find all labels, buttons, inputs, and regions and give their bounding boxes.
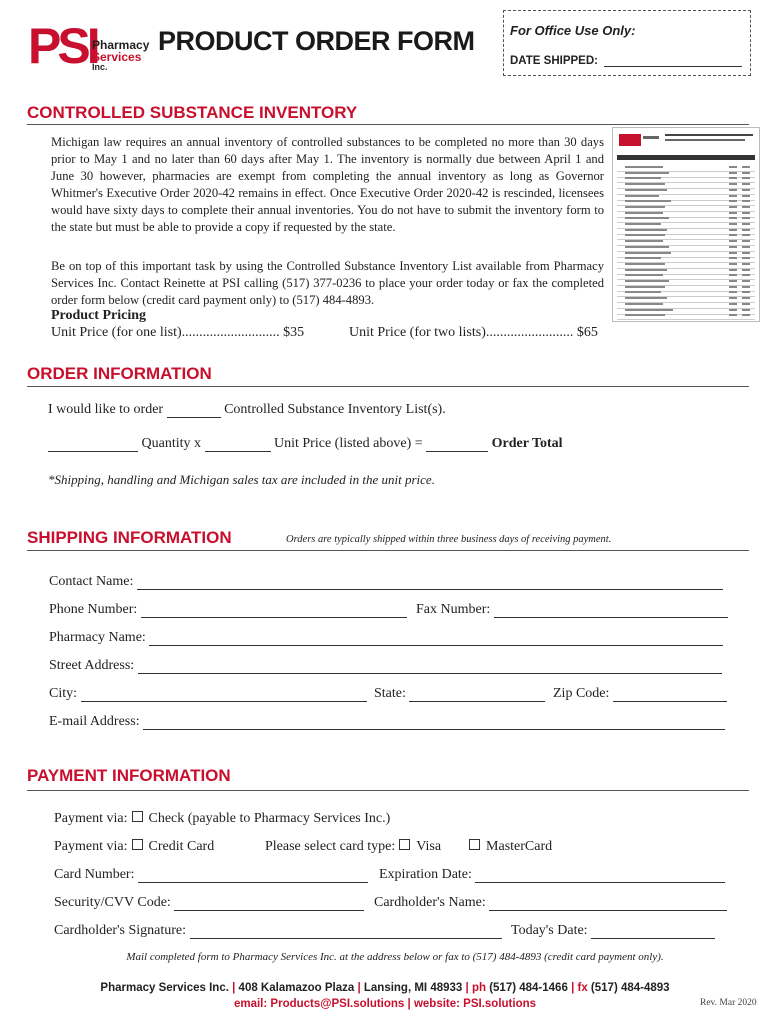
footer-city: Lansing, MI 48933 — [363, 982, 463, 994]
preview-row-cell — [729, 257, 737, 259]
preview-row-text — [625, 269, 667, 271]
order-line-1-pre: I would like to order — [48, 402, 164, 417]
expiration-field[interactable] — [475, 868, 725, 883]
preview-row-cell — [742, 189, 750, 191]
preview-row-text — [625, 314, 665, 316]
email-field[interactable] — [143, 715, 725, 730]
footer-company: Pharmacy Services Inc. — [100, 982, 229, 994]
expiration-row — [379, 867, 725, 883]
payment-section-title: PAYMENT INFORMATION — [27, 766, 231, 785]
preview-logo-text — [643, 136, 659, 139]
card-number-label: Card Number: — [54, 867, 135, 882]
preview-row-text — [625, 280, 669, 282]
preview-row-cell — [742, 195, 750, 197]
fax-label: Fax Number: — [416, 602, 491, 617]
pharmacy-field[interactable] — [149, 631, 723, 646]
order-line-1-post: Controlled Substance Inventory List(s). — [224, 402, 446, 417]
preview-row-cell — [729, 263, 737, 265]
city-row — [49, 686, 367, 702]
price-one-list: Unit Price (for one list)............................ $35 — [51, 325, 305, 340]
office-use-box — [503, 10, 751, 76]
state-field[interactable] — [409, 687, 545, 702]
signature-label: Cardholder's Signature: — [54, 923, 186, 938]
preview-row-cell — [742, 269, 750, 271]
preview-row-text — [625, 297, 667, 299]
today-date-field[interactable] — [591, 924, 715, 939]
card-number-row — [54, 867, 368, 883]
preview-row-text — [625, 252, 671, 254]
preview-row-cell — [729, 223, 737, 225]
payment-via-label: Payment via: — [54, 811, 128, 826]
preview-row-text — [625, 166, 663, 168]
page-title: PRODUCT ORDER FORM — [158, 26, 475, 56]
cvv-field[interactable] — [174, 896, 364, 911]
expiration-label: Expiration Date: — [379, 867, 472, 882]
preview-row-cell — [742, 172, 750, 174]
order-total-label: Order Total — [491, 436, 563, 451]
contact-name-label: Contact Name: — [49, 574, 134, 589]
visa-checkbox[interactable] — [399, 839, 410, 850]
preview-subtitle-line — [665, 139, 745, 141]
preview-row-text — [625, 177, 661, 179]
preview-row-cell — [729, 195, 737, 197]
order-total-field[interactable] — [426, 437, 488, 452]
footer-ph-label: ph — [471, 982, 486, 994]
street-field[interactable] — [138, 659, 722, 674]
zip-field[interactable] — [613, 687, 727, 702]
preview-row-text — [625, 240, 663, 242]
phone-row — [49, 602, 407, 618]
preview-row-cell — [729, 177, 737, 179]
contact-name-row — [49, 574, 723, 590]
shipping-section-title: SHIPPING INFORMATION — [27, 528, 232, 547]
signature-field[interactable] — [190, 924, 502, 939]
preview-row-cell — [729, 183, 737, 185]
footer-website[interactable]: PSI.solutions — [463, 998, 537, 1010]
preview-row-cell — [729, 303, 737, 305]
contact-name-field[interactable] — [137, 575, 723, 590]
preview-row-text — [625, 291, 661, 293]
street-row — [49, 658, 722, 674]
preview-row-cell — [729, 166, 737, 168]
today-date-label: Today's Date: — [511, 923, 588, 938]
preview-row-cell — [729, 246, 737, 248]
state-row — [374, 686, 545, 702]
footer-fax: (517) 484-4893 — [590, 982, 670, 994]
order-line-1 — [48, 402, 446, 418]
preview-row-cell — [742, 274, 750, 276]
controlled-paragraph-2: Be on top of this important task by using the Controlled Substance Inventory List available from Pharmacy Services Inc. Contact Reinette at PSI calling (517) 377-0236 to place your order today or fax the completed order form below (credit card payment only) to (517) 484-4893. — [51, 259, 604, 307]
order-divider — [27, 386, 749, 387]
inventory-list-preview — [612, 127, 760, 322]
date-shipped-label: DATE SHIPPED: — [510, 55, 598, 67]
preview-row-text — [625, 263, 665, 265]
date-shipped-field[interactable] — [604, 66, 742, 67]
preview-row-text — [625, 303, 663, 305]
preview-row-text — [625, 195, 659, 197]
preview-row — [617, 312, 755, 320]
preview-row-cell — [742, 257, 750, 259]
preview-row-text — [625, 274, 663, 276]
cvv-row — [54, 895, 364, 911]
preview-row-cell — [742, 183, 750, 185]
footer-address: Pharmacy Services Inc. | 408 Kalamazoo Plaza | Lansing, MI 48933 | ph (517) 484-1466 | fx (517) 484-4893 — [100, 982, 670, 994]
preview-row-cell — [742, 234, 750, 236]
preview-row-cell — [729, 309, 737, 311]
preview-row-cell — [729, 172, 737, 174]
preview-row-text — [625, 229, 667, 231]
preview-row-cell — [742, 303, 750, 305]
preview-row-text — [625, 189, 667, 191]
price-two-lists: Unit Price (for two lists)......................... $65 — [349, 325, 598, 340]
shipping-note: Orders are typically shipped within three business days of receiving payment. — [286, 534, 612, 545]
date-shipped-row — [510, 55, 742, 67]
zip-label: Zip Code: — [553, 686, 610, 701]
preview-row-cell — [729, 217, 737, 219]
preview-row-cell — [742, 309, 750, 311]
preview-row-cell — [729, 206, 737, 208]
street-label: Street Address: — [49, 658, 135, 673]
footer-contact: email: Products@PSI.solutions | website: PSI.solutions — [233, 998, 537, 1010]
unit-price-label: Unit Price (listed above) = — [274, 436, 423, 451]
preview-row-text — [625, 183, 665, 185]
email-label: E-mail Address: — [49, 714, 140, 729]
cvv-label: Security/CVV Code: — [54, 895, 171, 910]
payment-credit-row — [54, 839, 214, 855]
logo-mark-text: PSI — [28, 18, 97, 69]
preview-row-cell — [729, 252, 737, 254]
footer-email-label: email: — [233, 998, 268, 1010]
order-section-title: ORDER INFORMATION — [27, 364, 212, 383]
preview-row-cell — [729, 269, 737, 271]
footer-phone: (517) 484-1466 — [489, 982, 568, 994]
order-lists-field[interactable] — [167, 403, 221, 418]
logo-line3: Inc. — [92, 62, 108, 72]
pharmacy-row — [49, 630, 723, 646]
city-label: City: — [49, 686, 78, 701]
preview-table-header — [617, 155, 755, 160]
zip-row — [553, 686, 727, 702]
preview-row-cell — [729, 212, 737, 214]
preview-row-cell — [729, 297, 737, 299]
state-label: State: — [374, 686, 406, 701]
mastercard-checkbox[interactable] — [469, 839, 480, 850]
credit-card-checkbox[interactable] — [132, 839, 143, 850]
preview-row-cell — [729, 229, 737, 231]
shipping-divider — [27, 550, 749, 551]
unit-price-field[interactable] — [205, 437, 271, 452]
preview-row-cell — [742, 229, 750, 231]
card-type-label: Please select card type: — [265, 839, 396, 854]
card-type-row — [265, 839, 552, 855]
preview-row-cell — [742, 212, 750, 214]
city-field[interactable] — [81, 687, 367, 702]
signature-row — [54, 923, 502, 939]
preview-row-cell — [742, 280, 750, 282]
controlled-section-title: CONTROLLED SUBSTANCE INVENTORY — [27, 103, 358, 122]
psi-logo — [28, 17, 154, 72]
preview-row-cell — [729, 291, 737, 293]
logo-line2: Services — [92, 50, 142, 64]
preview-row-cell — [742, 206, 750, 208]
footer-website-label: website: — [413, 998, 460, 1010]
preview-row-text — [625, 309, 673, 311]
office-use-label: For Office Use Only: — [510, 23, 636, 38]
fax-field[interactable] — [494, 603, 728, 618]
preview-row-text — [625, 212, 663, 214]
preview-row-cell — [742, 297, 750, 299]
today-date-row — [511, 923, 715, 939]
visa-label: Visa — [416, 839, 442, 854]
footer-street: 408 Kalamazoo Plaza — [238, 982, 355, 994]
preview-title-line — [665, 134, 753, 136]
quantity-field[interactable] — [48, 437, 138, 452]
preview-row-cell — [742, 166, 750, 168]
order-note: *Shipping, handling and Michigan sales tax are included in the unit price. — [48, 472, 435, 487]
check-label: Check (payable to Pharmacy Services Inc.) — [148, 811, 391, 826]
preview-row-text — [625, 246, 669, 248]
preview-row-cell — [729, 240, 737, 242]
preview-row-cell — [742, 286, 750, 288]
preview-row-text — [625, 234, 665, 236]
preview-row-cell — [729, 314, 737, 316]
preview-row-cell — [742, 246, 750, 248]
preview-row-text — [625, 286, 665, 288]
preview-row-cell — [742, 177, 750, 179]
preview-row-text — [625, 257, 661, 259]
check-checkbox[interactable] — [132, 811, 143, 822]
preview-row-cell — [742, 252, 750, 254]
preview-row-text — [625, 223, 661, 225]
preview-row-cell — [729, 234, 737, 236]
preview-row-cell — [729, 286, 737, 288]
cardholder-name-field[interactable] — [489, 896, 727, 911]
preview-row-cell — [742, 223, 750, 225]
cardholder-name-label: Cardholder's Name: — [374, 895, 486, 910]
pharmacy-label: Pharmacy Name: — [49, 630, 146, 645]
footer-email[interactable]: Products@PSI.solutions — [270, 998, 405, 1010]
preview-row-text — [625, 200, 671, 202]
phone-label: Phone Number: — [49, 602, 138, 617]
credit-card-label: Credit Card — [148, 839, 215, 854]
preview-row-cell — [729, 280, 737, 282]
controlled-divider — [27, 124, 749, 125]
preview-row-cell — [729, 189, 737, 191]
preview-row-text — [625, 217, 669, 219]
card-number-field[interactable] — [138, 868, 368, 883]
preview-row-cell — [742, 263, 750, 265]
preview-row-cell — [742, 314, 750, 316]
logo-line1: Pharmacy — [92, 38, 150, 52]
email-row — [49, 714, 725, 730]
preview-row-cell — [729, 274, 737, 276]
preview-logo — [619, 134, 641, 146]
mastercard-label: MasterCard — [486, 839, 553, 854]
footer-fx-label: fx — [577, 982, 588, 994]
fax-row — [416, 602, 728, 618]
preview-row-cell — [742, 291, 750, 293]
payment-via-label-2: Payment via: — [54, 839, 128, 854]
controlled-paragraph-1: Michigan law requires an annual inventory of controlled substances to be completed no more than 30 days prior to May 1 and no later than 60 days after May 1. The inventory is normally due between April 1 and June 30 however, pharmacies are exempt from completing the annual inventory as long as Governor Whitmer's Executive Order 2020-42 remains in effect. Once Executive Order 2020-42 is rescinded, licensees would have sixty days to complete their annual inventories. You do not have to submit the inventory form to the state but must be able to provide a copy if requested by the state. — [51, 135, 604, 234]
order-line-2 — [48, 436, 563, 452]
revision-date: Rev. Mar 2020 — [700, 998, 757, 1008]
preview-row-cell — [742, 240, 750, 242]
mail-note: Mail completed form to Pharmacy Services Inc. at the address below or fax to (517) 484-4893 (credit card payment only). — [126, 951, 664, 963]
cardholder-name-row — [374, 895, 727, 911]
payment-divider — [27, 790, 749, 791]
preview-row-text — [625, 206, 665, 208]
preview-row-cell — [729, 200, 737, 202]
pricing-title: Product Pricing — [51, 308, 147, 323]
quantity-label: Quantity x — [141, 436, 201, 451]
phone-field[interactable] — [141, 603, 407, 618]
preview-row-cell — [742, 217, 750, 219]
payment-check-row — [54, 811, 390, 827]
preview-row-cell — [742, 200, 750, 202]
preview-row-text — [625, 172, 669, 174]
